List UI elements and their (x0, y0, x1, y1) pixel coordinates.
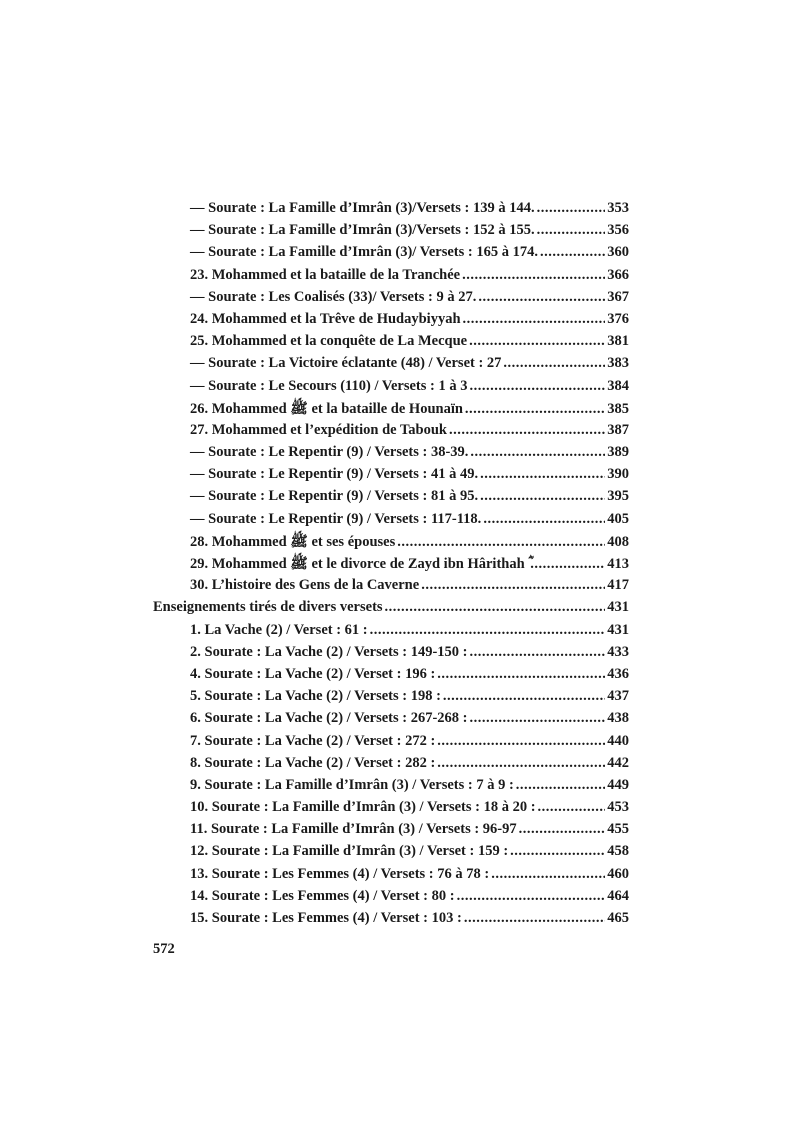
toc-entry-label: 30. L’histoire des Gens de la Caverne (190, 577, 420, 594)
toc-entry-label: 7. Sourate : La Vache (2) / Verset : 272 : (190, 732, 436, 749)
toc-section-heading (153, 599, 629, 621)
toc-entry (153, 333, 629, 355)
dot-leader (463, 311, 606, 328)
toc-entry (153, 244, 629, 266)
dot-leader (443, 688, 605, 705)
toc-entry-label: 13. Sourate : Les Femmes (4) / Versets : 76 à 78 : (190, 865, 490, 882)
dot-leader (530, 556, 605, 573)
toc-entry-label: 8. Sourate : La Vache (2) / Verset : 282 : (190, 754, 436, 771)
toc-entry-page: 431 (607, 599, 629, 616)
toc-entry (153, 644, 629, 666)
toc-entry-label: Enseignements tirés de divers versets (153, 599, 383, 616)
toc-entry (153, 555, 629, 577)
toc-entry-page: 408 (607, 533, 629, 550)
toc-entry-page: 367 (607, 288, 629, 305)
dot-leader (470, 444, 605, 461)
dot-leader (370, 622, 606, 639)
toc-entry-label: 12. Sourate : La Famille d’Imrân (3) / Verset : 159 : (190, 843, 509, 860)
toc-entry-label: — Sourate : La Famille d’Imrân (3)/Versets : 152 à 155. (190, 222, 535, 239)
toc-entry (153, 466, 629, 488)
toc-entry-label: — Sourate : Les Coalisés (33)/ Versets : 9 à 27. (190, 288, 477, 305)
toc-entry-label: — Sourate : Le Repentir (9) / Versets : 38-39. (190, 444, 469, 461)
toc-entry-page: 458 (607, 843, 629, 860)
toc-entry-page: 395 (607, 488, 629, 505)
toc-entry (153, 289, 629, 311)
dot-leader (457, 888, 606, 905)
dot-leader (397, 534, 605, 551)
toc-entry-label: 24. Mohammed et la Trêve de Hudaybiyyah (190, 310, 461, 327)
dot-leader (491, 866, 605, 883)
toc-entry (153, 267, 629, 289)
dot-leader (540, 244, 605, 261)
toc-entry-page: 455 (607, 821, 629, 838)
toc-entry-label: 23. Mohammed et la bataille de la Tranchée (190, 266, 461, 283)
toc-entry (153, 888, 629, 910)
page-number: 572 (153, 941, 175, 957)
toc-entry-page: 385 (607, 400, 629, 417)
toc-entry-page: 389 (607, 444, 629, 461)
toc-entry (153, 533, 629, 555)
toc-entry (153, 511, 629, 533)
toc-entry-page: 449 (607, 776, 629, 793)
toc-entry-label: 26. Mohammed ﷺ et la bataille de Hounaïn (190, 400, 463, 417)
dot-leader (469, 333, 605, 350)
dot-leader (519, 821, 606, 838)
toc-entry-label: — Sourate : Le Repentir (9) / Versets : 117-118. (190, 510, 482, 527)
toc-entry-page: 366 (607, 266, 629, 283)
toc-entry-label: 1. La Vache (2) / Verset : 61 : (190, 621, 368, 638)
toc-entry (153, 222, 629, 244)
toc-entry-page: 376 (607, 310, 629, 327)
toc-entry-label: 6. Sourate : La Vache (2) / Versets : 267-268 : (190, 710, 468, 727)
toc-entry-page: 381 (607, 333, 629, 350)
dot-leader (464, 910, 605, 927)
toc-entry (153, 311, 629, 333)
dot-leader (462, 267, 605, 284)
toc-entry-page: 442 (607, 754, 629, 771)
dot-leader (421, 577, 605, 594)
toc-entry-label: 2. Sourate : La Vache (2) / Versets : 149-150 : (190, 643, 468, 660)
toc-entry-page: 433 (607, 643, 629, 660)
dot-leader (510, 843, 605, 860)
toc-entry-label: 5. Sourate : La Vache (2) / Versets : 198 : (190, 688, 441, 705)
toc-entry (153, 422, 629, 444)
toc-entry (153, 821, 629, 843)
toc-entry-page: 360 (607, 244, 629, 261)
dot-leader (503, 355, 605, 372)
toc-entry-label: 29. Mohammed ﷺ et le divorce de Zayd ibn Hârithah ؓ (190, 556, 529, 572)
toc-entry-label: — Sourate : La Famille d’Imrân (3)/ Versets : 165 à 174. (190, 244, 538, 261)
toc-entry-label: — Sourate : Le Repentir (9) / Versets : 41 à 49. (190, 466, 479, 483)
toc-entry (153, 200, 629, 222)
toc-entry-label: — Sourate : Le Repentir (9) / Versets : 81 à 95. (190, 488, 479, 505)
toc-entry-page: 413 (607, 556, 629, 572)
toc-entry-page: 431 (607, 621, 629, 638)
toc-entry-label: — Sourate : La Victoire éclatante (48) / Verset : 27 (190, 355, 502, 372)
dot-leader (437, 755, 605, 772)
toc-entry-page: 465 (607, 910, 629, 926)
dot-leader (483, 511, 605, 528)
toc-entry (153, 710, 629, 732)
toc-entry (153, 866, 629, 888)
toc-entry-label: 4. Sourate : La Vache (2) / Verset : 196 : (190, 665, 436, 682)
toc-entry-label: 25. Mohammed et la conquête de La Mecque (190, 333, 468, 350)
toc-entry (153, 488, 629, 510)
toc-entry-page: 460 (607, 865, 629, 882)
toc-entry-page: 436 (607, 665, 629, 682)
toc-entry-label: 11. Sourate : La Famille d’Imrân (3) / Versets : 96-97 (190, 821, 517, 838)
toc-entry (153, 355, 629, 377)
dot-leader (465, 401, 605, 418)
toc-entry (153, 799, 629, 821)
toc-entry (153, 777, 629, 799)
toc-entry-page: 464 (607, 887, 629, 904)
dot-leader (437, 666, 605, 683)
dot-leader (538, 799, 606, 816)
toc-entry-page: 353 (607, 200, 629, 216)
toc-entry (153, 378, 629, 400)
table-of-contents (153, 200, 629, 932)
toc-entry-page: 405 (607, 510, 629, 527)
toc-entry-label: 14. Sourate : Les Femmes (4) / Verset : 80 : (190, 887, 455, 904)
dot-leader (470, 644, 606, 661)
toc-entry-page: 383 (607, 355, 629, 372)
dot-leader (470, 710, 606, 727)
dot-leader (449, 422, 605, 439)
toc-entry-page: 417 (607, 577, 629, 594)
toc-entry-label: 15. Sourate : Les Femmes (4) / Verset : 103 : (190, 910, 462, 926)
dot-leader (469, 378, 605, 395)
dot-leader (437, 733, 605, 750)
toc-entry-page: 437 (607, 688, 629, 705)
toc-entry-label: 27. Mohammed et l’expédition de Tabouk (190, 421, 447, 438)
toc-entry-page: 384 (607, 377, 629, 394)
dot-leader (516, 777, 605, 794)
toc-entry-label: 9. Sourate : La Famille d’Imrân (3) / Versets : 7 à 9 : (190, 776, 514, 793)
dot-leader (480, 466, 605, 483)
toc-entry-label: — Sourate : La Famille d’Imrân (3)/Versets : 139 à 144. (190, 200, 535, 216)
toc-entry (153, 755, 629, 777)
toc-entry (153, 910, 629, 932)
toc-entry-page: 453 (607, 799, 629, 816)
dot-leader (537, 222, 606, 239)
toc-entry (153, 400, 629, 422)
dot-leader (478, 289, 605, 306)
toc-entry (153, 444, 629, 466)
dot-leader (385, 599, 606, 616)
toc-entry (153, 843, 629, 865)
toc-entry-page: 356 (607, 222, 629, 239)
toc-entry-label: 28. Mohammed ﷺ et ses épouses (190, 533, 396, 550)
toc-entry (153, 688, 629, 710)
toc-entry (153, 733, 629, 755)
toc-entry (153, 577, 629, 599)
toc-entry-page: 440 (607, 732, 629, 749)
dot-leader (537, 200, 606, 217)
toc-entry-label: 10. Sourate : La Famille d’Imrân (3) / Versets : 18 à 20 : (190, 799, 536, 816)
dot-leader (480, 488, 605, 505)
toc-entry (153, 666, 629, 688)
toc-entry-page: 390 (607, 466, 629, 483)
toc-entry (153, 622, 629, 644)
toc-entry-label: — Sourate : Le Secours (110) / Versets : 1 à 3 (190, 377, 468, 394)
toc-entry-page: 438 (607, 710, 629, 727)
toc-entry-page: 387 (607, 421, 629, 438)
